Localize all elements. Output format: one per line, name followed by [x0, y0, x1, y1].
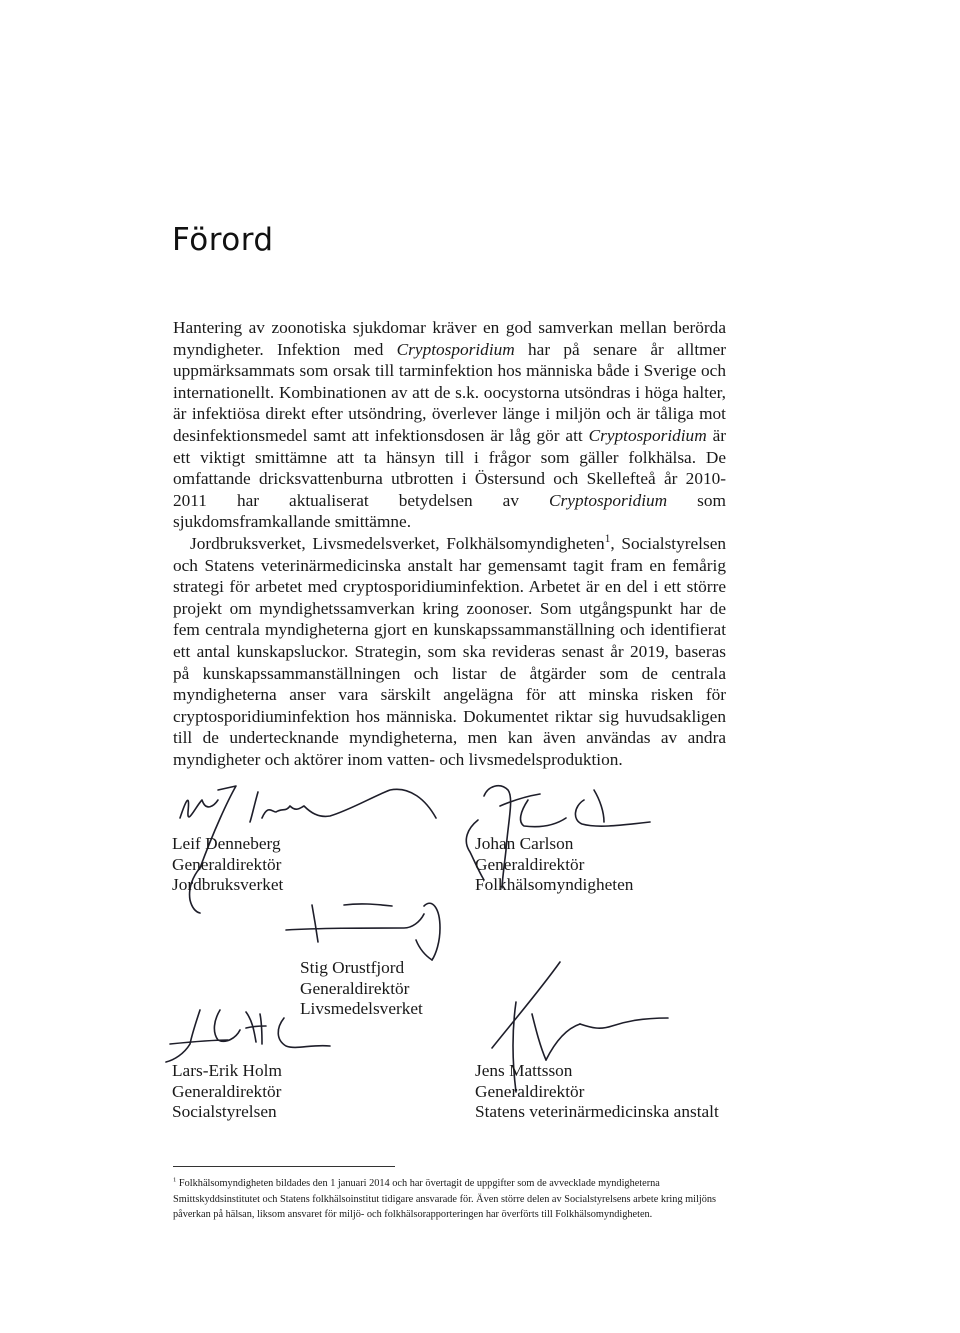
signatory-name: Stig Orustfjord: [300, 958, 405, 977]
signatory-name: Jens Mattsson: [475, 1061, 573, 1080]
p2-text-1: Jordbruksverket, Livsmedelsverket, Folkhälsomyndigheten: [190, 533, 605, 553]
p1-text-3: är ett viktigt smittämne att ta hänsyn till i frågor som gäller folkhälsa. De omfattande dricksvattenburna utbrotten i Östersund och Skellefteå år 2010-2011 har aktualiserat betydelsen av: [173, 425, 726, 510]
p1-text-4: som sjukdomsframkallande smittämne.: [173, 490, 726, 532]
footnote-marker: 1: [173, 1176, 177, 1184]
signatory-organization: Livsmedelsverket: [300, 999, 423, 1018]
signatory-organization: Socialstyrelsen: [172, 1102, 277, 1121]
signatory-title: Generaldirektör: [300, 978, 410, 998]
footnote-separator: [173, 1166, 395, 1167]
signatory-4: [172, 1061, 282, 1123]
p2-text-2: , Socialstyrelsen och Statens veterinärmedicinska anstalt har gemensamt tagit fram en femårig strategi för arbetet med cryptosporidiuminfektion. Arbetet är en del i ett större projekt om myndighetssamverkan kring zoonoser. Som utgångspunkt har de fem centrala myndigheterna gjort en kunskapssammanställning och identifierat ett antal kunskapsluckor. Strategin, som ska revideras senast år 2019, baseras på kunskapssammanställningen och listar de åtgärder som de centrala myndigheterna anser vara särskilt angelägna för att minska risken för cryptosporidiuminfektion hos människa. Dokumentet riktar sig huvudsakligen till de undertecknande myndigheterna, men kan även användas av andra myndigheter och aktörer inom vatten- och livsmedelsproduktion.: [173, 533, 727, 769]
signatory-organization: Statens veterinärmedicinska anstalt: [475, 1102, 719, 1121]
p1-term-1: Cryptosporidium: [396, 339, 515, 359]
page-title: Förord: [172, 222, 274, 258]
signatory-organization: Jordbruksverket: [172, 875, 284, 894]
signatory-name: Lars-Erik Holm: [172, 1061, 282, 1080]
p1-text-2: har på senare år alltmer uppmärksammats som orsak till tarminfektion hos människa både i Sverige och internationellt. Kombinationen av att de s.k. oocystorna utsöndras i höga halter, är infektiösa direkt efter utsöndring, överlever länge i miljön och är tåliga mot desinfektionsmedel samt att infektionsdosen är låg gör att: [173, 339, 726, 445]
signatory-title: Generaldirektör: [475, 854, 585, 874]
footnote: [173, 1176, 726, 1223]
signatory-name: Johan Carlson: [475, 834, 574, 853]
p1-term-3: Cryptosporidium: [549, 490, 668, 510]
p1-term-2: Cryptosporidium: [588, 425, 707, 445]
signatory-title: Generaldirektör: [475, 1081, 585, 1101]
signatory-2: [475, 834, 633, 896]
signatory-5: [475, 1061, 719, 1123]
signatory-name: Leif Denneberg: [172, 834, 281, 853]
footnote-reference[interactable]: 1: [604, 533, 611, 546]
signatory-title: Generaldirektör: [172, 1081, 282, 1101]
signature-stig-orustfjord: [286, 903, 440, 960]
signatory-3: [300, 958, 423, 1020]
signatory-organization: Folkhälsomyndigheten: [475, 875, 634, 894]
footnote-text: Folkhälsomyndigheten bildades den 1 januari 2014 och har övertagit de uppgifter som de avvecklade myndigheterna Smittskyddsinstitutet och Statens folkhälsoinstitut tidigare ansvarade för. Även större delen av Socialstyrelsens arbete kring miljöns påverkan på hälsan, liksom ansvaret för miljö- och folkhälsorapporteringen har överförts till Folkhälsomyndigheten.: [173, 1178, 717, 1220]
p1-text-1: Hantering av zoonotiska sjukdomar kräver en god samverkan mellan berörda myndigheter. Infektion med: [173, 318, 726, 359]
signatory-title: Generaldirektör: [172, 854, 282, 874]
signatory-1: [172, 834, 283, 896]
